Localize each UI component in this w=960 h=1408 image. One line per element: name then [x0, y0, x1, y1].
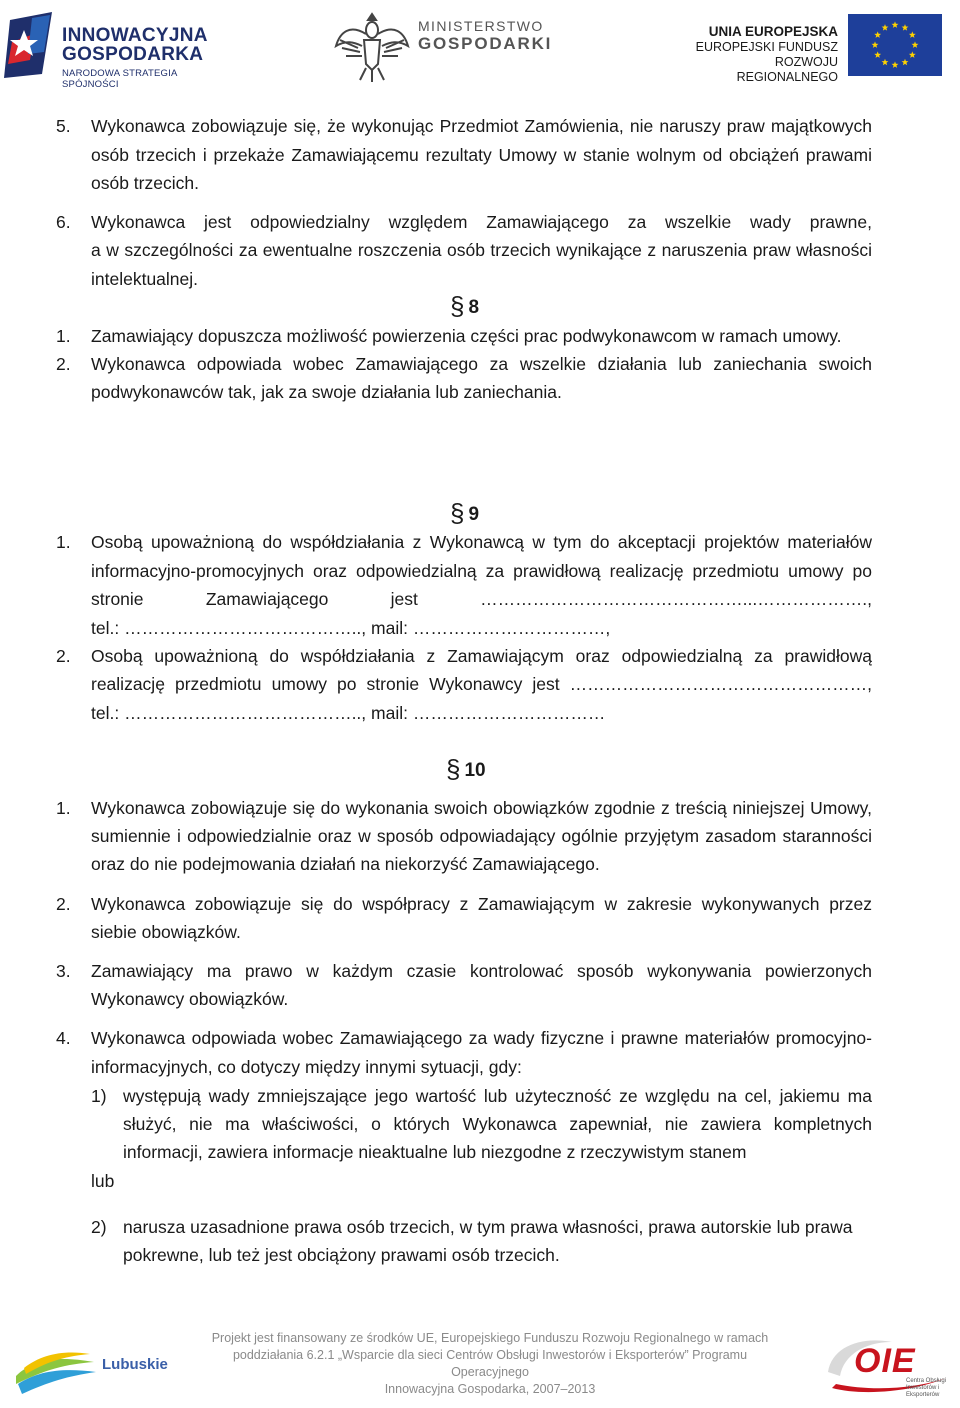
- footer-line: Projekt jest finansowany ze środków UE, Europejskiego Funduszu Rozwoju Regionalnego w ramach: [211, 1331, 769, 1345]
- list-number: 4.: [56, 1028, 71, 1048]
- ue-logo-line2: EUROPEJSKI FUNDUSZ: [695, 40, 838, 54]
- paragraph-line: służyć, nie ma właściwości, o których Wykonawca zapewniał, nie zawiera kompletnych: [123, 1114, 872, 1134]
- paragraph-line: informacyjnych, co dotyczy między innymi sytuacji, gdy:: [91, 1057, 522, 1077]
- list-number: 1.: [56, 326, 71, 346]
- paragraph-line: Wykonawca odpowiada wobec Zamawiającego za wady fizyczne i prawne materiałów promocyjno-: [91, 1028, 872, 1048]
- paragraph-line: Wykonawca zobowiązuje się, że wykonując Przedmiot Zamówienia, nie naruszy praw majątkowych: [91, 116, 872, 136]
- section-number: 8: [468, 297, 480, 318]
- list-number: 2.: [56, 646, 71, 666]
- paragraph-line: podwykonawców tak, jak za swoje działania lub zaniechania.: [91, 382, 562, 402]
- paragraph-line: stronie Zamawiającego jest ………………………………………...……………….,: [91, 589, 872, 609]
- mg-logo-line2: GOSPODARKI: [418, 34, 553, 53]
- section-heading-9: [450, 498, 480, 528]
- section-heading-8: [450, 291, 480, 321]
- paragraph-line: Wykonawca jest odpowiedzialny względem Zamawiającego za wszelkie wady prawne,: [91, 212, 872, 232]
- paragraph-line: Wykonawca zobowiązuje się do wykonania swoich obowiązków zgodnie z treścią niniejszej Umowy,: [91, 798, 872, 818]
- paragraph-line: Osobą upoważnioną do współdziałania z Wykonawcą w tym do akceptacji projektów materiałów: [91, 532, 872, 552]
- paragraph-line: siebie obowiązków.: [91, 922, 241, 942]
- paragraph-line: oraz do nie podejmowania działań na niekorzyść Zamawiającego.: [91, 854, 600, 874]
- paragraph-line: intelektualnej.: [91, 269, 199, 289]
- ig-logo-line1: INNOWACYJNA: [62, 25, 208, 46]
- paragraph-line: pokrewne, lub też jest obciążony prawami osób trzecich.: [123, 1245, 560, 1265]
- eagle-emblem-icon: [332, 6, 412, 86]
- ue-logo-line3: ROZWOJU REGIONALNEGO: [736, 55, 838, 84]
- ig-logo-line3: NARODOWA STRATEGIA SPÓJNOŚCI: [62, 68, 177, 90]
- section-symbol: §: [446, 754, 461, 784]
- paragraph-line: sumiennie i odpowiedzialnie oraz w sposób odpowiadający ogólnie przyjętym zasadom staranności: [91, 826, 872, 846]
- list-number: 6.: [56, 212, 71, 232]
- sub-list-number: 1): [91, 1086, 107, 1106]
- ig-logo-line2: GOSPODARKA: [62, 44, 204, 65]
- paragraph-line: Wykonawcy obowiązków.: [91, 989, 289, 1009]
- footer-funding-text: [200, 1330, 780, 1398]
- oie-logo: [822, 1332, 952, 1402]
- paragraph-line: Wykonawca odpowiada wobec Zamawiającego za wszelkie działania lub zaniechania swoich: [91, 354, 872, 374]
- paragraph-line: występują wady zmniejszające jego wartość lub użyteczność ze względu na cel, jakiemu ma: [123, 1086, 872, 1106]
- list-number: 2.: [56, 894, 71, 914]
- paragraph-line: osób trzecich i przekaże Zamawiającemu rezultaty Umowy w stanie wolnym od obciążeń prawami: [91, 145, 872, 165]
- section-number: 9: [468, 504, 480, 525]
- section-symbol: §: [450, 498, 465, 528]
- paragraph-line: informacyjno-promocyjnych oraz odpowiedzialną za prawidłową realizację przedmiotu umowy po: [91, 561, 872, 581]
- paragraph-line: Zamawiający dopuszcza możliwość powierzenia części prac podwykonawcom w ramach umowy.: [91, 326, 842, 346]
- list-number: 1.: [56, 532, 71, 552]
- oie-subtitle: Centra Obsługi Inwestorów i Eksporterów: [906, 1378, 947, 1398]
- paragraph-line: realizację przedmiotu umowy po stronie Wykonawcy jest ……………………………………………,: [91, 674, 872, 694]
- paragraph-line: a w szczególności za ewentualne roszczenia osób trzecich wynikające z naruszenia praw własności: [91, 240, 872, 260]
- section-number: 10: [464, 760, 486, 781]
- conjunction-lub: lub: [91, 1171, 115, 1191]
- page-header: [0, 0, 960, 92]
- paragraph-line: Wykonawca zobowiązuje się do współpracy z Zamawiającym w zakresie wykonywanych przez: [91, 894, 872, 914]
- eu-flag-icon: [848, 14, 942, 76]
- list-number: 3.: [56, 961, 71, 981]
- lubuskie-logo: [14, 1340, 174, 1400]
- unia-europejska-logo: [676, 14, 946, 84]
- paragraph-line: informacji, zawiera informacje nieaktualne lub niezgodne z rzeczywistym stanem: [123, 1142, 747, 1162]
- paragraph-line: osób trzecich.: [91, 173, 199, 193]
- sub-list-number: 2): [91, 1217, 107, 1237]
- lubuskie-label: Lubuskie: [102, 1356, 168, 1373]
- ue-logo-line1: UNIA EUROPEJSKA: [708, 24, 838, 39]
- oie-label: OIE: [854, 1342, 916, 1380]
- list-number: 1.: [56, 798, 71, 818]
- list-number: 5.: [56, 116, 71, 136]
- lubuskie-wave-icon: [14, 1340, 100, 1396]
- paragraph-line: tel.: ………………………………….., mail: ……………………………,: [91, 618, 611, 638]
- ministerstwo-gospodarki-logo: [332, 6, 552, 86]
- page-footer: [0, 1320, 960, 1408]
- paragraph-line: Osobą upoważnioną do współdziałania z Zamawiającym oraz odpowiedzialną za prawidłową: [91, 646, 872, 666]
- paragraph-line: tel.: ………………………………….., mail: ……………………………: [91, 703, 606, 723]
- section-heading-10: [446, 754, 486, 784]
- paragraph-line: narusza uzasadnione prawa osób trzecich, w tym prawa własności, prawa autorskie lub prawa: [123, 1217, 853, 1237]
- footer-line: Innowacyjna Gospodarka, 2007–2013: [384, 1382, 596, 1396]
- innowacyjna-gospodarka-logo: [4, 12, 224, 90]
- ig-emblem-icon: [4, 12, 60, 82]
- footer-line: poddziałania 6.2.1 „Wsparcie dla sieci Centrów Obsługi Inwestorów i Eksporterów” Programu Operacyjnego: [232, 1348, 748, 1379]
- paragraph-line: Zamawiający ma prawo w każdym czasie kontrolować sposób wykonywania powierzonych: [91, 961, 872, 981]
- mg-logo-line1: MINISTERSTWO: [418, 18, 544, 34]
- section-symbol: §: [450, 291, 465, 321]
- list-number: 2.: [56, 354, 71, 374]
